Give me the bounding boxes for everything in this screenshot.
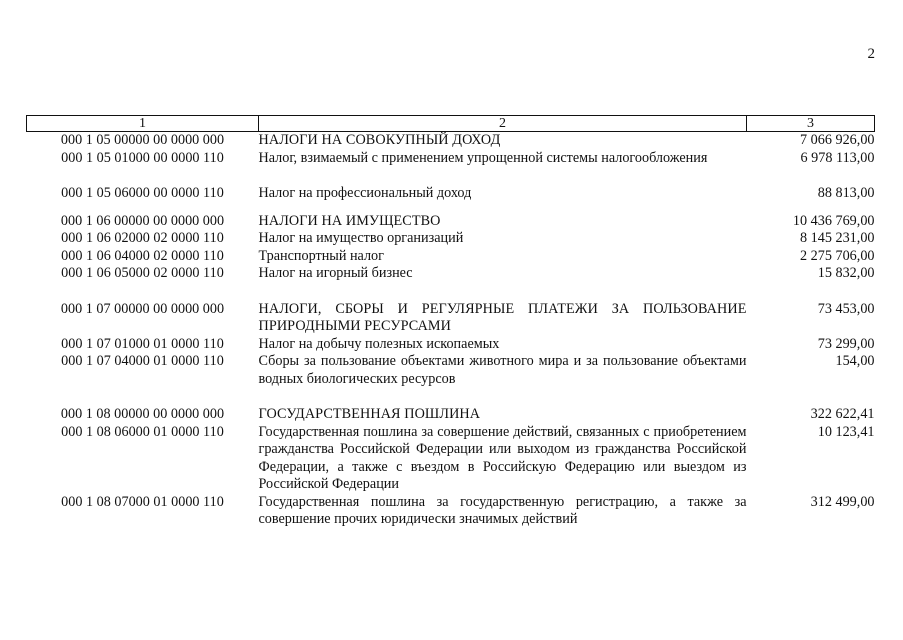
column-header-code: 1 bbox=[27, 116, 259, 132]
row-name: ГОСУДАРСТВЕННАЯ ПОШЛИНА bbox=[258, 406, 481, 422]
row-amount: 2 275 706,00 bbox=[800, 247, 875, 264]
table-row bbox=[27, 230, 875, 248]
row-code: 000 1 06 04000 02 0000 110 bbox=[61, 247, 224, 264]
row-amount: 312 499,00 bbox=[810, 493, 875, 510]
table-row bbox=[27, 203, 875, 231]
row-name: НАЛОГИ, СБОРЫ И РЕГУЛЯРНЫЕ ПЛАТЕЖИ ЗА ПОЛЬЗОВАНИЕ ПРИРОДНЫМИ РЕСУРСАМИ bbox=[258, 300, 747, 334]
row-name: Транспортный налог bbox=[258, 247, 384, 264]
revenue-table bbox=[26, 115, 875, 529]
table-row bbox=[27, 150, 875, 168]
row-amount: 154,00 bbox=[835, 353, 875, 369]
row-code: 000 1 05 06000 00 0000 110 bbox=[61, 185, 224, 201]
row-amount: 10 436 769,00 bbox=[792, 212, 875, 229]
page-number: 2 bbox=[867, 46, 875, 62]
row-code: 000 1 07 04000 01 0000 110 bbox=[61, 353, 224, 369]
row-name: Сборы за пользование объектами животного мира и за пользование объектами водных биологических ресурсов bbox=[258, 353, 747, 387]
table-row bbox=[27, 494, 875, 529]
table-header-row bbox=[27, 116, 875, 132]
row-amount: 73 453,00 bbox=[817, 300, 875, 317]
row-amount: 10 123,41 bbox=[817, 423, 875, 440]
row-code: 000 1 06 00000 00 0000 000 bbox=[60, 212, 225, 229]
row-code: 000 1 05 01000 00 0000 110 bbox=[61, 149, 224, 166]
table-body bbox=[27, 132, 875, 529]
row-name: Налог на имущество организаций bbox=[258, 230, 464, 246]
table-row bbox=[27, 248, 875, 266]
row-name: Налог, взимаемый с применением упрощенной системы налогообложения bbox=[258, 149, 708, 166]
row-code: 000 1 07 01000 01 0000 110 bbox=[61, 335, 224, 352]
row-name: Налог на добычу полезных ископаемых bbox=[258, 335, 500, 352]
row-name: Государственная пошлина за государственную регистрацию, а также за совершение прочих юридически значимых действий bbox=[258, 493, 747, 527]
row-amount: 8 145 231,00 bbox=[800, 230, 875, 246]
row-amount: 73 299,00 bbox=[817, 335, 875, 352]
row-code: 000 1 07 00000 00 0000 000 bbox=[60, 300, 225, 317]
row-code: 000 1 05 00000 00 0000 000 bbox=[60, 132, 225, 148]
table-row bbox=[27, 336, 875, 354]
table-row bbox=[27, 265, 875, 283]
row-code: 000 1 08 07000 01 0000 110 bbox=[61, 493, 224, 510]
row-code: 000 1 08 00000 00 0000 000 bbox=[60, 406, 225, 422]
table-row bbox=[27, 353, 875, 388]
row-amount: 6 978 113,00 bbox=[800, 149, 875, 166]
row-amount: 15 832,00 bbox=[817, 265, 875, 281]
column-header-amount: 3 bbox=[747, 116, 875, 132]
table-row bbox=[27, 283, 875, 336]
row-name: Налог на профессиональный доход bbox=[258, 185, 472, 201]
row-code: 000 1 06 02000 02 0000 110 bbox=[61, 230, 224, 246]
row-name: НАЛОГИ НА СОВОКУПНЫЙ ДОХОД bbox=[258, 132, 501, 148]
table-row bbox=[27, 167, 875, 203]
row-amount: 7 066 926,00 bbox=[800, 132, 875, 148]
table-row bbox=[27, 132, 875, 150]
row-name: Государственная пошлина за совершение действий, связанных с приобретением гражданства Российской Федерации или выходом из гражданства Российской Федерации, а также с въездом в Российскую Федерацию или выездом из Российской Федерации bbox=[258, 423, 747, 492]
row-code: 000 1 06 05000 02 0000 110 bbox=[61, 265, 224, 281]
row-code: 000 1 08 06000 01 0000 110 bbox=[61, 423, 224, 440]
row-amount: 88 813,00 bbox=[817, 185, 875, 201]
table-row bbox=[27, 388, 875, 424]
row-name: Налог на игорный бизнес bbox=[258, 265, 413, 281]
column-header-name: 2 bbox=[259, 116, 747, 132]
row-amount: 322 622,41 bbox=[810, 406, 875, 422]
table-row bbox=[27, 424, 875, 494]
row-name: НАЛОГИ НА ИМУЩЕСТВО bbox=[258, 212, 441, 229]
